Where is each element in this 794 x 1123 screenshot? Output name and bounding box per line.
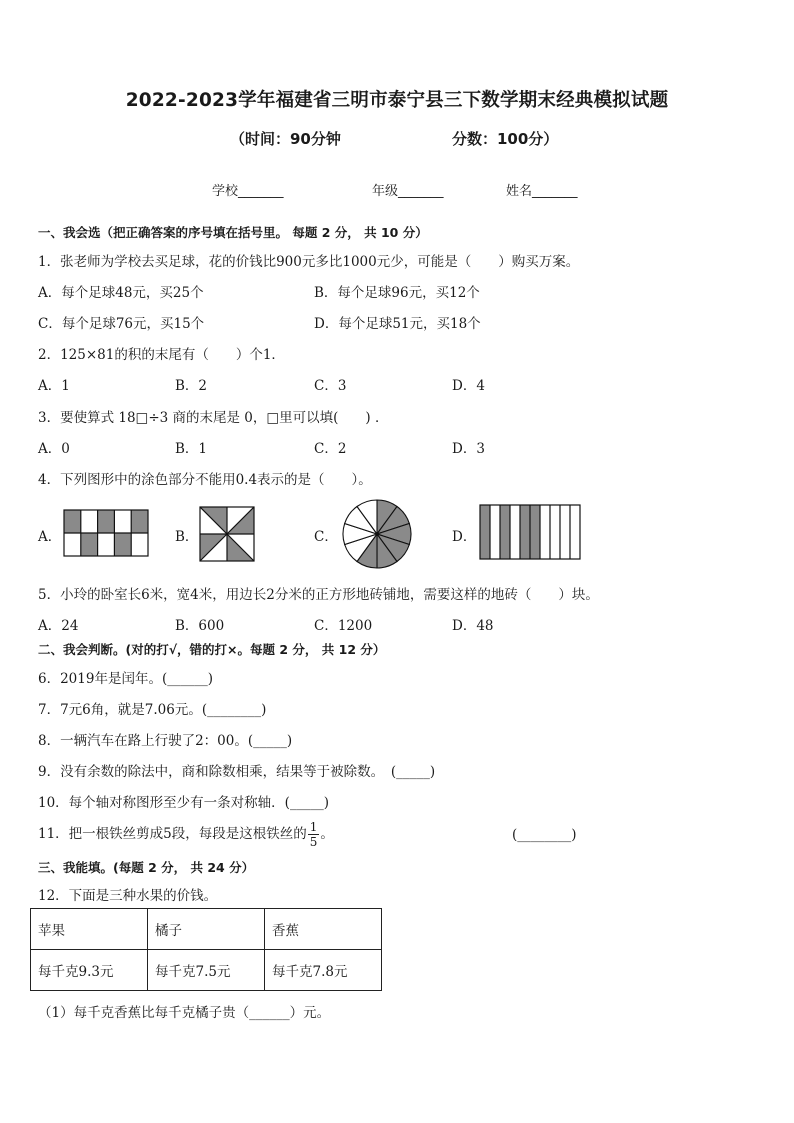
table-cell-banana-price: 每千克7.8元 bbox=[265, 950, 382, 991]
q11-end: 。 bbox=[320, 826, 334, 842]
page-title: 2022-2023学年福建省三明市泰宁县三下数学期末经典模拟试题 bbox=[125, 90, 669, 111]
table-row bbox=[31, 950, 382, 991]
q7-text: 7．7元6角，就是7.06元。(________) bbox=[38, 702, 267, 718]
figure-a-grid bbox=[64, 510, 148, 556]
q4-option-d: D． bbox=[452, 529, 477, 545]
figure-b-square bbox=[200, 507, 254, 561]
q2-option-c: C．3 bbox=[314, 378, 347, 394]
q5-option-a: A．24 bbox=[38, 618, 79, 634]
table-header-orange: 橘子 bbox=[148, 909, 265, 950]
q2-option-d: D．4 bbox=[452, 378, 485, 394]
q4-option-a: A． bbox=[38, 529, 62, 545]
q12-text: 12．下面是三种水果的价钱。 bbox=[38, 888, 218, 904]
q9-text: 9．没有余数的除法中，商和除数相乘，结果等于被除数。 (_____) bbox=[38, 764, 436, 780]
q1-text: 1．张老师为学校去买足球，花的价钱比900元多比1000元少，可能是（ ）购买万案。 bbox=[38, 254, 580, 270]
figure-c-circle bbox=[342, 499, 412, 569]
table-header-banana: 香蕉 bbox=[265, 909, 382, 950]
table-header-apple: 苹果 bbox=[31, 909, 148, 950]
q10-text: 10．每个轴对称图形至少有一条对称轴．(_____) bbox=[38, 795, 329, 811]
q1-option-a: A．每个足球48元，买25个 bbox=[38, 285, 204, 301]
q5-option-d: D．48 bbox=[452, 618, 494, 634]
q1-option-c: C．每个足球76元，买15个 bbox=[38, 316, 205, 332]
q1-option-b: B．每个足球96元，买12个 bbox=[314, 285, 480, 301]
table-cell-apple-price: 每千克9.3元 bbox=[31, 950, 148, 991]
q3-option-d: D．3 bbox=[452, 441, 485, 457]
q2-option-b: B．2 bbox=[175, 378, 208, 394]
section3-header: 三、我能填。(每题 2 分， 共 24 分） bbox=[38, 860, 255, 875]
q2-option-a: A．1 bbox=[38, 378, 70, 394]
name-field: 姓名_______ bbox=[506, 184, 578, 199]
q8-text: 8．一辆汽车在路上行驶了2：00。(_____) bbox=[38, 733, 293, 749]
table-cell-orange-price: 每千克7.5元 bbox=[148, 950, 265, 991]
score-label: 分数：100分） bbox=[452, 130, 559, 148]
q5-option-b: B．600 bbox=[175, 618, 225, 634]
figure-d-strips bbox=[480, 505, 580, 559]
q12-sub1: （1）每千克香蕉比每千克橘子贵（______）元。 bbox=[38, 1005, 331, 1021]
q2-text: 2．125×81的积的末尾有（ ）个1． bbox=[38, 347, 285, 363]
q11-blank: (________) bbox=[512, 827, 577, 843]
section2-header: 二、我会判断。(对的打√，错的打×。每题 2 分， 共 12 分） bbox=[38, 642, 386, 657]
fraction-numerator: 1 bbox=[309, 820, 318, 834]
fraction-one-fifth bbox=[308, 820, 320, 849]
fraction-denominator: 5 bbox=[309, 835, 318, 849]
q1-option-d: D．每个足球51元，买18个 bbox=[314, 316, 481, 332]
table-row bbox=[31, 909, 382, 950]
q5-option-c: C．1200 bbox=[314, 618, 373, 634]
q11-text: 11．把一根铁丝剪成5段，每段是这根铁丝的 bbox=[38, 826, 307, 842]
q3-text: 3．要使算式 18□÷3 商的末尾是 0，□里可以填( ) ． bbox=[38, 410, 389, 426]
q3-option-a: A．0 bbox=[38, 441, 70, 457]
time-label: （时间：90分钟 bbox=[230, 130, 341, 148]
school-field: 学校_______ bbox=[212, 184, 284, 199]
q6-text: 6．2019年是闰年。(______) bbox=[38, 671, 213, 687]
q11-row bbox=[38, 820, 334, 849]
q4-text: 4．下列图形中的涂色部分不能用0.4表示的是（ ）。 bbox=[38, 472, 372, 488]
fruit-price-table bbox=[30, 908, 382, 991]
q3-option-b: B．1 bbox=[175, 441, 208, 457]
q4-option-b: B． bbox=[175, 529, 199, 545]
section1-header: 一、我会选（把正确答案的序号填在括号里。 每题 2 分， 共 10 分） bbox=[38, 225, 428, 240]
grade-field: 年级_______ bbox=[372, 184, 444, 199]
q5-text: 5．小玲的卧室长6米，宽4米，用边长2分米的正方形地砖铺地，需要这样的地砖（ ）块。 bbox=[38, 587, 599, 603]
q4-option-c: C． bbox=[314, 529, 338, 545]
q3-option-c: C．2 bbox=[314, 441, 347, 457]
